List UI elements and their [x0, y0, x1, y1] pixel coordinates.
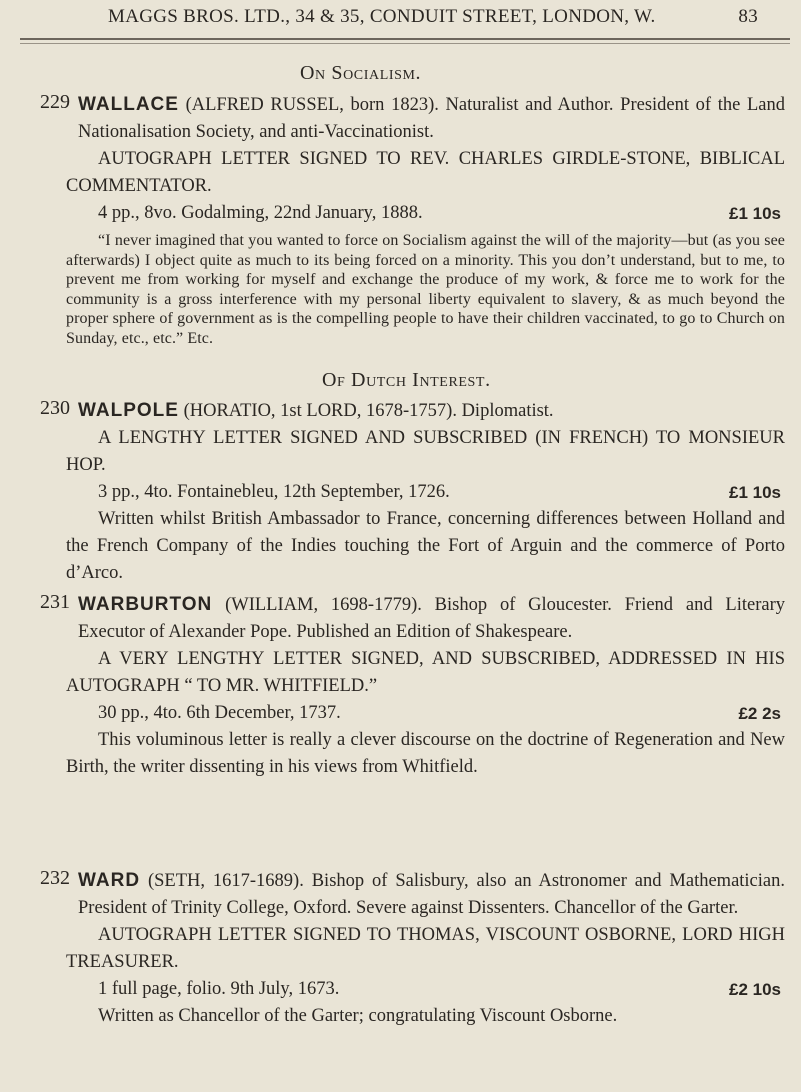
subject-name: WALLACE: [78, 94, 179, 115]
item-details: 1 full page, folio. 9th July, 1673.: [98, 979, 340, 999]
page-number: 83: [738, 6, 758, 27]
lot-entry-229: [40, 91, 785, 348]
subject-name: WALPOLE: [78, 400, 179, 421]
header-rule: [20, 38, 790, 44]
item-price: £1 10s: [729, 204, 781, 223]
entry-heading: [40, 91, 785, 146]
lot-number: 232: [40, 867, 70, 889]
item-price: £2 10s: [729, 980, 781, 999]
item-details: 4 pp., 8vo. Godalming, 22nd January, 1888.: [98, 203, 423, 223]
lot-number: 230: [40, 397, 70, 419]
item-details-row: [40, 700, 785, 727]
entry-heading: [40, 867, 785, 922]
item-quote: “I never imagined that you wanted to force on Socialism against the will of the majority—but (as you see afterwards) I object quite as much to its being forced on a minority. This you don’t understand, but to me, to prevent me from working for myself and exchange the produce of my work, & force me to work for the community is a gross interference with my personal liberty equivalent to slavery, & as much beyond the proper sphere of government as is the compelling people to have their children vaccinated, to go to Church on Sunday, etc., etc.” Etc.: [66, 232, 785, 347]
item-title: A LENGTHY LETTER SIGNED AND SUBSCRIBED (IN FRENCH) TO MONSIEUR HOP.: [66, 428, 785, 475]
item-description: This voluminous letter is really a clever discourse on the doctrine of Regeneration and New Birth, the writer dissenting in his views from Whitfield.: [66, 730, 785, 777]
running-header: [108, 6, 758, 28]
header-publisher: MAGGS BROS. LTD., 34 & 35, CONDUIT STREET, LONDON, W.: [108, 6, 656, 27]
lot-entry-231: [40, 591, 785, 781]
item-details: 3 pp., 4to. Fontainebleu, 12th September, 1726.: [98, 482, 450, 502]
section-heading-socialism: On Socialism.: [300, 62, 422, 84]
lot-entry-230: [40, 397, 785, 587]
item-details-row: [40, 479, 785, 506]
lot-entry-232: [40, 867, 785, 1030]
lot-number: 231: [40, 591, 70, 613]
subject-description: (HORATIO, 1st LORD, 1678-1757). Diplomatist.: [178, 401, 554, 421]
subject-description: (ALFRED RUSSEL, born 1823). Naturalist and Author. President of the Land Nationalisation Society, and anti-Vaccinationist.: [78, 95, 785, 142]
subject-name: WARD: [78, 870, 141, 891]
entry-heading: [40, 397, 785, 425]
item-price: £2 2s: [738, 704, 781, 723]
item-title: A VERY LENGTHY LETTER SIGNED, AND SUBSCRIBED, ADDRESSED IN HIS AUTOGRAPH “ TO MR. WHITFIELD.”: [66, 649, 785, 696]
subject-description: (WILLIAM, 1698-1779). Bishop of Gloucester. Friend and Literary Executor of Alexander Pope. Published an Edition of Shakespeare.: [78, 595, 785, 642]
item-title: AUTOGRAPH LETTER SIGNED TO REV. CHARLES GIRDLE-STONE, BIBLICAL COMMENTATOR.: [66, 149, 785, 196]
subject-description: (SETH, 1617-1689). Bishop of Salisbury, also an Astronomer and Mathematician. President of Trinity College, Oxford. Severe against Dissenters. Chancellor of the Garter.: [78, 871, 785, 918]
section-heading-dutch: Of Dutch Interest.: [322, 369, 491, 391]
item-details-row: [40, 200, 785, 227]
item-title: AUTOGRAPH LETTER SIGNED TO THOMAS, VISCOUNT OSBORNE, LORD HIGH TREASURER.: [66, 925, 785, 972]
item-details: 30 pp., 4to. 6th December, 1737.: [98, 703, 341, 723]
lot-number: 229: [40, 91, 70, 113]
item-price: £1 10s: [729, 483, 781, 502]
item-description: Written as Chancellor of the Garter; congratulating Viscount Osborne.: [98, 1006, 618, 1026]
subject-name: WARBURTON: [78, 594, 213, 615]
item-details-row: [40, 976, 785, 1003]
entry-heading: [40, 591, 785, 646]
item-description: Written whilst British Ambassador to France, concerning differences between Holland and the French Company of the Indies touching the Fort of Arguin and the commerce of Porto d’Arco.: [66, 509, 785, 583]
